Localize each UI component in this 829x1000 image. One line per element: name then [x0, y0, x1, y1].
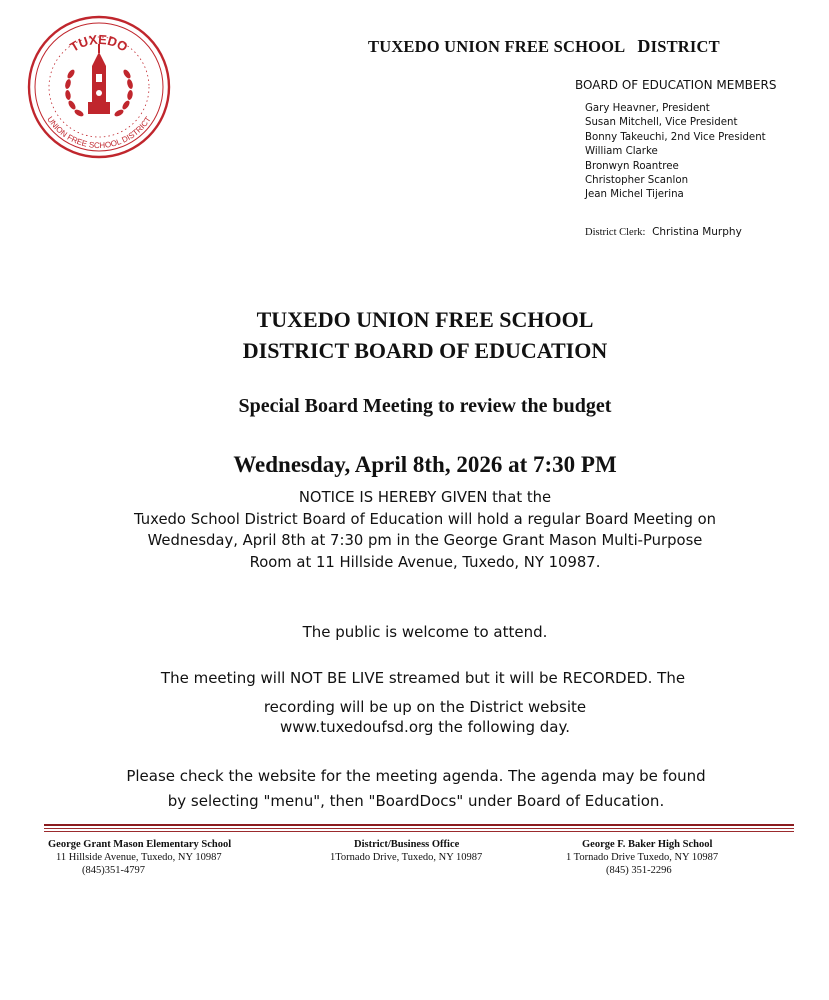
district-seal: [26, 14, 172, 160]
district-clerk: [585, 226, 742, 238]
member-item: Jean Michel Tijerina: [585, 189, 684, 201]
district-name: [368, 36, 720, 57]
agenda-instructions: [0, 764, 829, 814]
agenda-line1: Please check the website for the meeting agenda. The agenda may be found: [126, 767, 706, 785]
office-address: 1Tornado Drive, Tuxedo, NY 10987: [330, 852, 483, 863]
member-item: Susan Mitchell, Vice President: [585, 117, 738, 129]
public-welcome-text: The public is welcome to attend.: [302, 623, 548, 641]
school-phone: (845)351-4797: [82, 865, 145, 876]
footer-elementary-school: [48, 838, 231, 877]
notice-line: Wednesday, April 8th at 7:30 pm in the George Grant Mason Multi-Purpose: [147, 532, 703, 549]
footer-rule-line: [44, 824, 794, 826]
district-name-rest: ISTRICT: [650, 37, 720, 56]
recording-notice: [0, 697, 829, 737]
footer-divider: [44, 824, 794, 834]
school-name: George F. Baker High School: [582, 839, 713, 850]
recording-line2: www.tuxedoufsd.org the following day.: [280, 718, 570, 736]
school-name: George Grant Mason Elementary School: [48, 839, 232, 850]
seal-top-text: TUXEDO: [67, 31, 131, 55]
notice-title: [0, 304, 829, 366]
school-address: 1 Tornado Drive Tuxedo, NY 10987: [566, 852, 719, 863]
board-members-list: [585, 102, 766, 203]
notice-line: NOTICE IS HEREBY GIVEN that the: [298, 489, 552, 506]
notice-line: Room at 11 Hillside Avenue, Tuxedo, NY 10987.: [249, 553, 601, 571]
district-name-initial: D: [637, 36, 651, 56]
recording-line1: recording will be up on the District website: [263, 698, 587, 716]
notice-body: [0, 487, 829, 573]
meeting-date: Wednesday, April 8th, 2026 at 7:30 PM: [233, 452, 617, 477]
seal-ring-text: UNION FREE SCHOOL DISTRICT: [45, 114, 153, 151]
member-item: William Clarke: [585, 146, 658, 158]
agenda-line2: by selecting "menu", then "BoardDocs" under Board of Education.: [167, 792, 665, 810]
footer-high-school: [566, 838, 718, 877]
school-address: 11 Hillside Avenue, Tuxedo, NY 10987: [56, 852, 222, 863]
district-name-part1: TUXEDO UNION FREE SCHOOL: [368, 37, 626, 56]
footer-rule-line: [44, 828, 794, 829]
notice-title-line1: TUXEDO UNION FREE SCHOOL: [256, 307, 594, 332]
school-phone: (845) 351-2296: [606, 865, 672, 876]
notice-line: Tuxedo School District Board of Education will hold a regular Board Meeting on: [133, 510, 717, 528]
streaming-notice: The meeting will NOT BE LIVE streamed but it will be RECORDED. The: [160, 669, 686, 687]
footer-district-office: [330, 838, 482, 864]
notice-title-line2: DISTRICT BOARD OF EDUCATION: [242, 338, 608, 363]
member-item: Bonny Takeuchi, 2nd Vice President: [585, 131, 766, 143]
meeting-subject: Special Board Meeting to review the budget: [238, 395, 612, 417]
member-item: Bronwyn Roantree: [585, 160, 679, 172]
board-members-heading: BOARD OF EDUCATION MEMBERS: [575, 78, 777, 92]
clerk-name: Christina Murphy: [652, 226, 742, 238]
member-item: Gary Heavner, President: [585, 103, 710, 114]
member-item: Christopher Scanlon: [585, 175, 689, 187]
seal-emblem-icon: [26, 14, 172, 160]
footer-rule-line: [44, 831, 794, 832]
clerk-label: District Clerk:: [585, 227, 646, 238]
office-name: District/Business Office: [354, 839, 460, 850]
